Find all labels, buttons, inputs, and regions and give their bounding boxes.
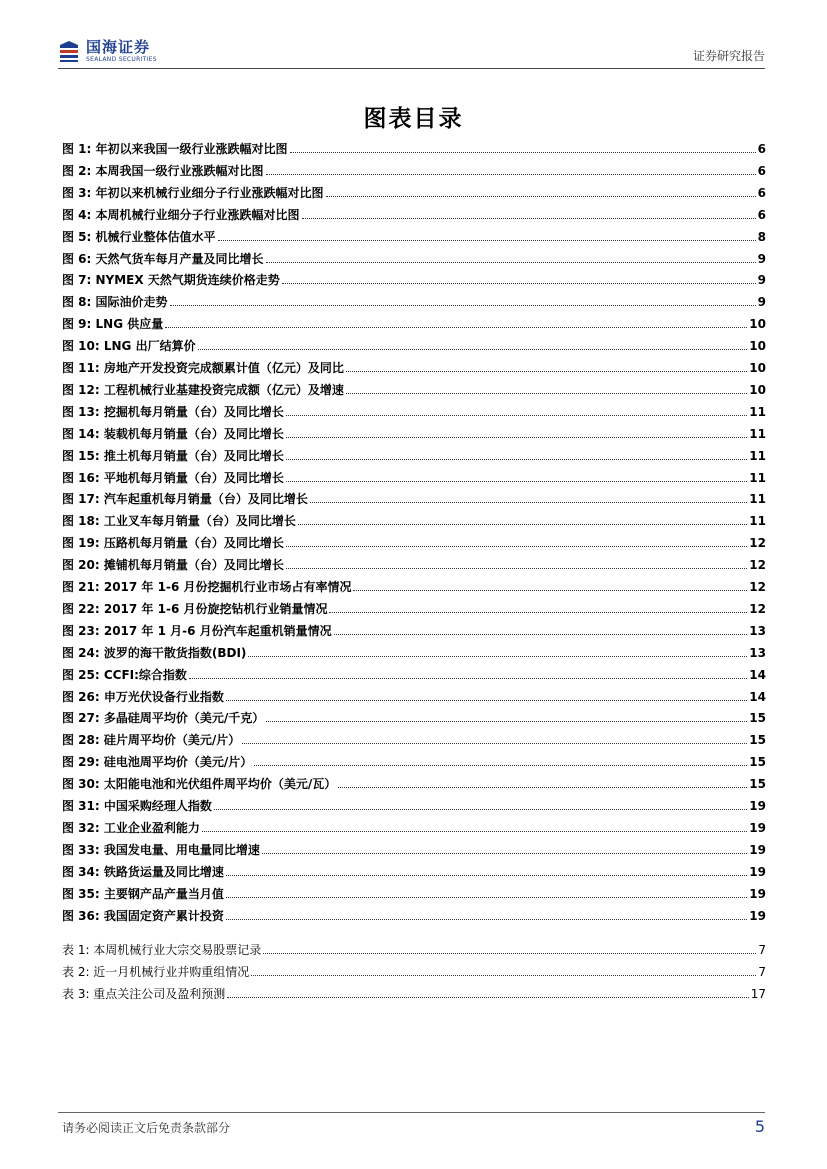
toc-leader-dots: [218, 240, 756, 241]
toc-entry-page: 19: [749, 820, 766, 835]
toc-figure-entry[interactable]: [62, 599, 766, 617]
company-logo: [58, 36, 157, 66]
toc-leader-dots: [286, 459, 747, 460]
toc-entry-page: 14: [749, 689, 766, 704]
toc-figure-entry[interactable]: [62, 227, 766, 245]
toc-figure-entry[interactable]: [62, 380, 766, 398]
toc-entry-page: 7: [758, 943, 766, 957]
toc-leader-dots: [202, 831, 747, 832]
page-header: [58, 36, 765, 69]
toc-figure-entry[interactable]: [62, 884, 766, 902]
toc-entry-page: 11: [749, 448, 766, 463]
toc-figure-entry[interactable]: [62, 402, 766, 420]
toc-entry-label: 图 19: 压路机每月销量（台）及同比增长: [62, 536, 284, 551]
toc-entry-label: 图 5: 机械行业整体估值水平: [62, 229, 216, 244]
toc-entry-label: 图 20: 摊铺机每月销量（台）及同比增长: [62, 558, 284, 573]
toc-leader-dots: [189, 678, 747, 679]
toc-leader-dots: [263, 953, 756, 954]
toc-entry-label: 图 36: 我国固定资产累计投资: [62, 908, 224, 923]
toc-entry-page: 11: [749, 426, 766, 441]
toc-figure-entry[interactable]: [62, 555, 766, 573]
toc-figure-entry[interactable]: [62, 752, 766, 770]
toc-entry-page: 12: [749, 558, 766, 573]
toc-entry-page: 6: [757, 185, 766, 200]
toc-figure-entry[interactable]: [62, 533, 766, 551]
toc-figure-entry[interactable]: [62, 862, 766, 880]
toc-entry-page: 6: [757, 142, 766, 156]
toc-entry-page: 14: [749, 667, 766, 682]
toc-entry-label: 图 22: 2017 年 1-6 月份旋挖钻机行业销量情况: [62, 601, 328, 616]
toc-table-entry[interactable]: [62, 962, 766, 980]
toc-entry-label: 图 34: 铁路货运量及同比增速: [62, 864, 224, 879]
toc-leader-dots: [334, 634, 748, 635]
toc-entry-label: 图 28: 硅片周平均价（美元/片）: [62, 733, 241, 748]
toc-leader-dots: [346, 371, 747, 372]
toc-entry-label: 图 31: 中国采购经理人指数: [62, 799, 212, 813]
toc-leader-dots: [326, 196, 756, 197]
toc-figure-entry[interactable]: [62, 489, 766, 507]
toc-leader-dots: [226, 875, 747, 876]
toc-entry-page: 17: [750, 987, 766, 1001]
toc-leader-dots: [298, 524, 747, 525]
toc-leader-dots: [286, 546, 747, 547]
toc-entry-page: 13: [749, 623, 766, 638]
toc-leader-dots: [254, 765, 747, 766]
toc-table-entry[interactable]: [62, 940, 766, 958]
toc-entry-label: 图 24: 波罗的海干散货指数(BDI): [62, 645, 247, 660]
toc-entry-label: 图 9: LNG 供应量: [62, 317, 164, 332]
toc-entry-label: 图 10: LNG 出厂结算价: [62, 339, 196, 354]
toc-entry-label: 表 1: 本周机械行业大宗交易股票记录: [62, 943, 262, 957]
toc-leader-dots: [346, 393, 747, 394]
sealand-logo-icon: [58, 39, 80, 63]
toc-entry-page: 11: [749, 470, 766, 485]
toc-figure-entry[interactable]: [62, 906, 766, 924]
toc-entry-page: 19: [749, 886, 766, 901]
toc-figure-entry[interactable]: [62, 446, 766, 464]
toc-entry-label: 图 18: 工业叉车每月销量（台）及同比增长: [62, 514, 296, 529]
toc-entry-page: 12: [749, 601, 766, 616]
document-type: 证券研究报告: [692, 49, 765, 63]
toc-figure-entry[interactable]: [62, 314, 766, 332]
toc-leader-dots: [198, 349, 748, 350]
toc-entry-page: 15: [749, 711, 766, 726]
toc-entry-label: 图 30: 太阳能电池和光伏组件周平均价（美元/瓦）: [62, 777, 337, 792]
toc-entry-label: 图 32: 工业企业盈利能力: [62, 820, 200, 835]
toc-figure-entry[interactable]: [62, 249, 766, 267]
toc-leader-dots: [353, 590, 747, 591]
toc-entry-label: 表 3: 重点关注公司及盈利预测: [62, 987, 226, 1001]
toc-entry-page: 7: [758, 965, 766, 979]
toc-entry-page: 9: [757, 295, 766, 310]
toc-leader-dots: [165, 327, 747, 328]
toc-leader-dots: [248, 656, 747, 657]
toc-leader-dots: [266, 262, 756, 263]
toc-leader-dots: [286, 481, 747, 482]
toc-entry-label: 图 15: 推土机每月销量（台）及同比增长: [62, 448, 284, 463]
toc-entry-page: 19: [749, 842, 766, 857]
toc-entry-page: 15: [749, 777, 766, 792]
toc-figure-entry[interactable]: [62, 205, 766, 223]
toc-entry-label: 图 12: 工程机械行业基建投资完成额（亿元）及增速: [62, 382, 344, 397]
toc-figure-entry[interactable]: [62, 577, 766, 595]
toc-leader-dots: [338, 787, 747, 788]
toc-figure-entry[interactable]: [62, 468, 766, 486]
toc-entry-page: 19: [749, 799, 766, 813]
toc-figure-entry[interactable]: [62, 270, 766, 288]
toc-leader-dots: [227, 997, 748, 998]
toc-entry-page: 6: [757, 207, 766, 222]
toc-entry-label: 图 33: 我国发电量、用电量同比增速: [62, 842, 260, 857]
toc-entry-page: 12: [749, 536, 766, 551]
page-title: 图表目录: [363, 105, 464, 132]
toc-figure-entry[interactable]: [62, 818, 766, 836]
toc-leader-dots: [282, 283, 756, 284]
toc-entry-page: 19: [749, 864, 766, 879]
toc-entry-label: 图 6: 天然气货车每月产量及同比增长: [62, 251, 264, 266]
toc-figure-entry[interactable]: [62, 511, 766, 529]
footer-divider: [58, 1112, 765, 1113]
toc-leader-dots: [286, 415, 747, 416]
toc-entry-page: 10: [749, 382, 766, 397]
toc-figure-entry[interactable]: [62, 424, 766, 442]
toc-leader-dots: [310, 502, 747, 503]
toc-entry-page: 11: [749, 514, 766, 529]
toc-leader-dots: [262, 853, 747, 854]
toc-table-entry[interactable]: [62, 984, 766, 1002]
toc-leader-dots: [226, 700, 747, 701]
toc-figure-entry[interactable]: [62, 730, 766, 748]
toc-entry-page: 9: [757, 273, 766, 288]
toc-figure-entry[interactable]: [62, 183, 766, 201]
toc-leader-dots: [170, 305, 756, 306]
toc-leader-dots: [226, 897, 747, 898]
toc-entry-page: 12: [749, 580, 766, 594]
toc-figure-entry[interactable]: [62, 139, 766, 157]
toc-figure-entry[interactable]: [62, 643, 766, 661]
toc-entry-label: 图 2: 本周我国一级行业涨跌幅对比图: [62, 163, 264, 178]
toc-entry-page: 11: [749, 492, 766, 507]
toc-leader-dots: [286, 568, 747, 569]
toc-entry-label: 图 8: 国际油价走势: [62, 295, 168, 310]
logo-english-name: SEALAND SECURITIES: [86, 55, 157, 63]
toc-entry-label: 图 27: 多晶硅周平均价（美元/千克）: [62, 711, 265, 726]
toc-leader-dots: [226, 919, 747, 920]
toc-entry-page: 10: [749, 361, 766, 375]
footer-disclaimer: 请务必阅读正文后免责条款部分: [62, 1121, 231, 1135]
toc-entry-label: 图 14: 装载机每月销量（台）及同比增长: [62, 426, 284, 441]
toc-leader-dots: [214, 809, 747, 810]
toc-leader-dots: [266, 174, 756, 175]
toc-figure-entry[interactable]: [62, 336, 766, 354]
logo-chinese-name: 国海证券: [86, 37, 151, 56]
toc-entry-label: 图 7: NYMEX 天然气期货连续价格走势: [62, 273, 280, 288]
toc-figure-entry[interactable]: [62, 621, 766, 639]
toc-entry-page: 10: [749, 339, 766, 354]
toc-figure-entry[interactable]: [62, 687, 766, 705]
toc-entry-page: 15: [749, 755, 766, 770]
toc-entry-label: 图 1: 年初以来我国一级行业涨跌幅对比图: [62, 142, 288, 156]
toc-entry-page: 6: [757, 163, 766, 178]
toc-figure-entry[interactable]: [62, 358, 766, 376]
toc-figure-entry[interactable]: [62, 796, 766, 814]
toc-figure-entry[interactable]: [62, 708, 766, 726]
toc-figure-entry[interactable]: [62, 774, 766, 792]
page-number: 5: [754, 1117, 765, 1136]
toc-entry-page: 13: [749, 645, 766, 660]
toc-leader-dots: [266, 721, 747, 722]
toc-entry-page: 11: [749, 404, 766, 419]
toc-leader-dots: [290, 152, 756, 153]
toc-entry-label: 图 16: 平地机每月销量（台）及同比增长: [62, 470, 284, 485]
toc-entry-label: 图 29: 硅电池周平均价（美元/片）: [62, 755, 253, 770]
toc-entry-label: 图 4: 本周机械行业细分子行业涨跌幅对比图: [62, 207, 300, 222]
toc-entry-label: 表 2: 近一月机械行业并购重组情况: [62, 965, 250, 979]
toc-entry-label: 图 11: 房地产开发投资完成额累计值（亿元）及同比: [62, 361, 344, 375]
toc-figure-entry[interactable]: [62, 292, 766, 310]
toc-entry-page: 15: [749, 733, 766, 748]
toc-entry-label: 图 13: 挖掘机每月销量（台）及同比增长: [62, 404, 284, 419]
toc-leader-dots: [302, 218, 756, 219]
toc-entry-label: 图 23: 2017 年 1 月-6 月份汽车起重机销量情况: [62, 623, 332, 638]
toc-entry-label: 图 35: 主要钢产品产量当月值: [62, 886, 224, 901]
toc-figure-entry[interactable]: [62, 840, 766, 858]
toc-leader-dots: [242, 743, 747, 744]
toc-figure-entry[interactable]: [62, 161, 766, 179]
toc-entry-label: 图 25: CCFI:综合指数: [62, 667, 187, 682]
toc-entry-page: 9: [757, 251, 766, 266]
toc-entry-page: 10: [749, 317, 766, 332]
toc-entry-page: 8: [757, 229, 766, 244]
toc-leader-dots: [329, 612, 747, 613]
toc-leader-dots: [286, 437, 747, 438]
toc-entry-label: 图 26: 申万光伏设备行业指数: [62, 689, 224, 704]
toc-figure-entry[interactable]: [62, 665, 766, 683]
toc-entry-label: 图 17: 汽车起重机每月销量（台）及同比增长: [62, 492, 308, 507]
toc-leader-dots: [251, 975, 756, 976]
toc-entry-label: 图 3: 年初以来机械行业细分子行业涨跌幅对比图: [62, 185, 324, 200]
toc-entry-page: 19: [749, 908, 766, 923]
toc-entry-label: 图 21: 2017 年 1-6 月份挖掘机行业市场占有率情况: [62, 580, 352, 594]
